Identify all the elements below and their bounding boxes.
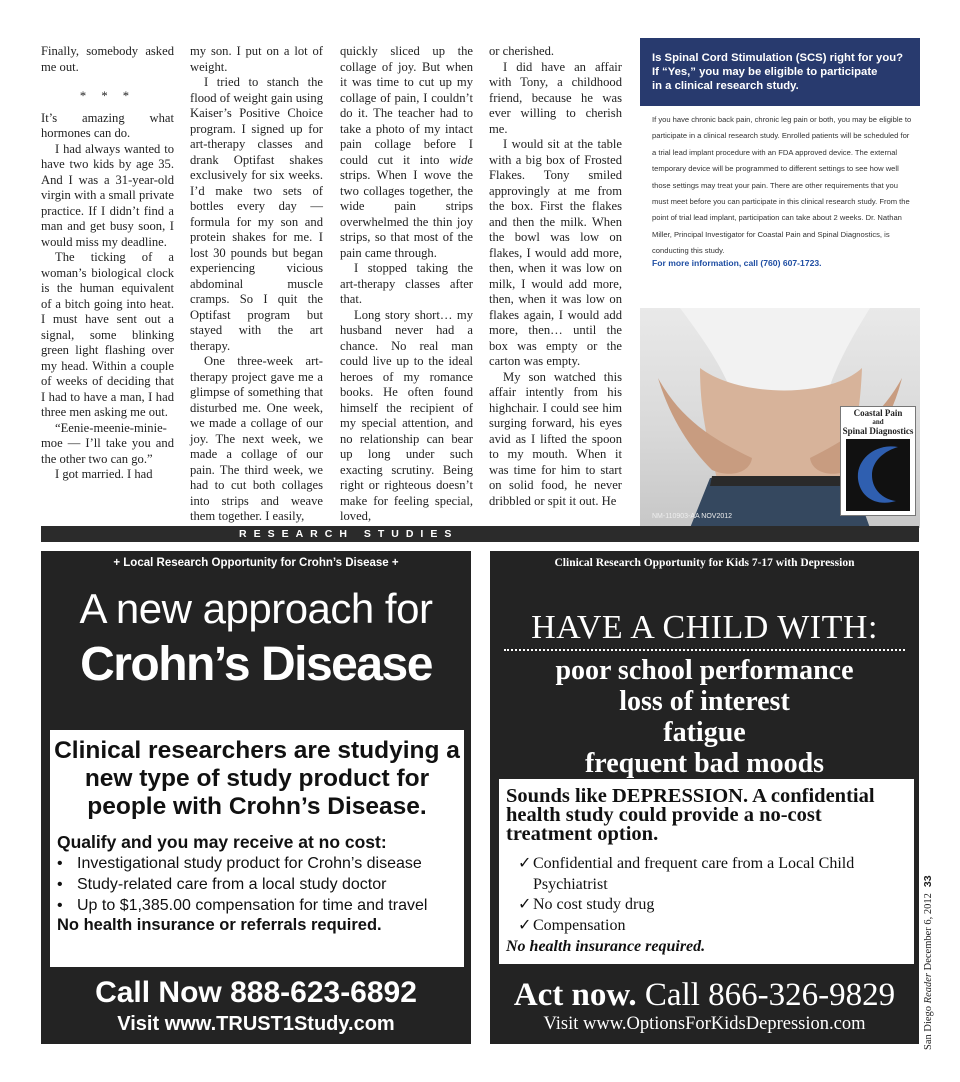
publication-name-italic: Reader: [923, 973, 934, 1004]
scs-headline-1: Is Spinal Cord Stimulation (SCS) right for you?: [652, 52, 904, 64]
article-column-3: [340, 44, 473, 523]
list-item: • Investigational study product for Crohn’s disease: [57, 853, 464, 874]
scs-more-info: For more information, call (760) 607-1723.: [652, 257, 822, 268]
article-column-1: [41, 44, 174, 514]
list-item-text: Confidential and frequent care from a Local Child Psychiatrist: [533, 855, 855, 893]
checkmark-icon: ✓: [518, 896, 532, 913]
article-paragraph: Finally, somebody asked me out.: [41, 44, 174, 74]
depression-phone: [490, 977, 919, 1014]
crohns-headline-1: A new approach for: [79, 585, 433, 632]
text-run: strips. When I wove the two collages together, the wide pain strips overwhelmed the thin joy strips, so that most of the pain came through.: [340, 168, 473, 260]
list-item-text: Compensation: [533, 916, 626, 934]
checkmark-icon: ✓: [518, 855, 532, 872]
crohns-info-box: [50, 730, 464, 967]
list-item: fatigue: [663, 717, 746, 748]
article-paragraph: I stopped taking the art-therapy classes after that.: [340, 261, 473, 306]
scs-headline-2: If “Yes,” you may be eligible to participate: [652, 66, 878, 78]
logo-text: and: [872, 418, 884, 426]
logo-text: Coastal Pain: [853, 408, 903, 418]
ad-code: NM-110903-AA NOV2012: [652, 513, 733, 520]
page-folio: [922, 875, 934, 1050]
crohns-benefits-list: [50, 853, 464, 916]
scs-ad-header: [640, 38, 920, 106]
scs-advertisement: [640, 38, 920, 528]
article-paragraph: my son. I put on a lot of weight.: [190, 44, 323, 74]
article-paragraph: It’s amazing what hormones can do.: [41, 110, 174, 140]
depression-box-title: Sounds like DEPRESSION. A confidential health study could provide a no-cost treatment option.: [506, 785, 875, 845]
call-number: Call 866-326-9829: [636, 977, 896, 1013]
depression-advertisement: [490, 551, 919, 1044]
checkmark-icon: ✓: [518, 916, 532, 934]
list-item: • Study-related care from a local study doctor: [57, 874, 464, 895]
publication-name: San Diego: [923, 1005, 934, 1050]
coastal-pain-logo: [840, 406, 916, 516]
crohns-headline-2: Crohn’s Disease: [80, 638, 432, 691]
article-paragraph: Long story short… my husband never had a chance. No real man could live up to the ideal heroes of my romance books. He often found himself the recipient of my special attention, and no relationship can bear up long under such exacting scrutiny. Being right or righteous doesn’t make for feeling special, loved,: [340, 307, 473, 523]
crohns-phone: Call Now 888-623-6892: [95, 976, 417, 1009]
crohns-no-insurance: No health insurance or referrals required.: [57, 916, 382, 934]
depression-info-box: [499, 779, 914, 964]
article-paragraph: “Eenie-meenie-minie-moe — I’ll take you and the other two can go.”: [41, 420, 174, 466]
logo-c-icon: [846, 439, 910, 511]
section-break: * * *: [79, 89, 136, 103]
list-item: poor school performance: [555, 655, 854, 686]
list-item: loss of interest: [619, 686, 790, 717]
article-paragraph: My son watched this affair intently from his highchair. I could see him surging forward, his eyes avid as I lifted the spoon to my mouth. When it was time for him to start on solid food, he never dribbled or spit it out. He: [489, 369, 622, 508]
scs-ad-body: If you have chronic back pain, chronic leg pain or both, you may be eligible to participate in a clinical research study. Enrolled patients will be scheduled for a trial lead implant procedure with an FDA approved device. The external temporary device will be programmed to different settings to see how well those settings may treat your pain. There are other requirements that you must meet before you can participate in this clinical research study. From the point of trial lead implant, participation can take about 2 weeks. Dr. Nathan Miller, Principal Investigator for Coastal Pain and Spinal Diagnostics, is conducting this study.: [652, 115, 912, 256]
article-paragraph: [340, 44, 473, 261]
list-item: [518, 854, 907, 895]
depression-headline: HAVE A CHILD WITH:: [504, 609, 905, 651]
symptom-list: [490, 655, 919, 779]
list-item: frequent bad moods: [584, 748, 825, 779]
article-paragraph: I would sit at the table with a big box of Frosted Flakes. Tony smiled approvingly at me from the box. First the flakes and then the milk. When the bowl was low on flakes, I would add more, then, when it was low on milk, I would add more, then, when it was low on flakes again, I would add more, then… until the box was empty or the carton was empty.: [489, 137, 622, 368]
crohns-ad-top-line: + Local Research Opportunity for Crohn’s Disease +: [113, 557, 399, 569]
call-lead: Act now.: [513, 977, 637, 1013]
crohns-advertisement: [41, 551, 471, 1044]
article-paragraph: or cherished.: [489, 44, 555, 58]
depression-no-insurance: No health insurance required.: [506, 938, 706, 955]
depression-website: Visit www.OptionsForKidsDepression.com: [543, 1014, 866, 1034]
page-number: 33: [922, 875, 934, 888]
logo-mark: [846, 439, 910, 511]
list-item-text: No cost study drug: [533, 896, 655, 913]
emphasis-text: wide: [449, 152, 473, 167]
scs-headline-3: in a clinical research study.: [652, 80, 799, 92]
article-paragraph: The ticking of a woman’s biological clock is the human equivalent of a bitch going into heat. I must have sent out a signal, some blinking green light flashing over my head. Within a couple of weeks of deciding that I had to have a man, I had three men asking me out.: [41, 250, 174, 419]
text-run: quickly sliced up the collage of joy. But when it was time to cut up my collage of pain, I couldn’t do it. The teacher had to take a photo of my intact pain collage before I could cut it into: [340, 44, 473, 167]
article-column-4: [489, 44, 622, 514]
list-item: [518, 916, 907, 937]
list-item: [518, 895, 907, 916]
depression-benefits-list: [506, 854, 907, 936]
research-studies-bar: RESEARCH STUDIES: [41, 526, 919, 542]
list-item: • Up to $1,385.00 compensation for time and travel: [57, 895, 464, 916]
crohns-qualify-text: Qualify and you may receive at no cost:: [57, 832, 387, 852]
article-paragraph: I got married. I had: [55, 467, 153, 481]
article-column-2: [190, 44, 323, 523]
article-paragraph: I had always wanted to have two kids by age 35. And I was a 31-year-old virgin with a small private practice. If I didn’t find a man and get busy soon, I would miss my deadline.: [41, 141, 174, 249]
article-paragraph: I did have an affair with Tony, a childhood friend, because he was ever willing to cherish me.: [489, 59, 622, 136]
article-paragraph: I tried to stanch the flood of weight gain using Kaiser’s Positive Choice program. I signed up for art-therapy classes and drank Optifast shakes exclusively for six weeks. I’d make two sets of bottles every day — formula for my son and protein shakes for me. I lost 30 pounds but began experiencing vicious abdominal muscle cramps. So I quit the Optifast program but stayed with the art therapy.: [190, 75, 323, 353]
logo-text: Spinal Diagnostics: [842, 426, 914, 436]
crohns-box-title: Clinical researchers are studying a new type of study product for people with Crohn’s Disease.: [54, 737, 460, 820]
article-paragraph: One three-week art-therapy project gave me a glimpse of something that disturbed me. One week, we made a collage of our joy. The next week, we made a collage of our pain. The third week, we had to cut both collages into strips and weave them together. I easily,: [190, 354, 323, 523]
depression-ad-top-line: Clinical Research Opportunity for Kids 7-17 with Depression: [554, 557, 855, 569]
crohns-website: Visit www.TRUST1Study.com: [117, 1013, 395, 1035]
issue-date: December 6, 2012: [923, 893, 934, 971]
